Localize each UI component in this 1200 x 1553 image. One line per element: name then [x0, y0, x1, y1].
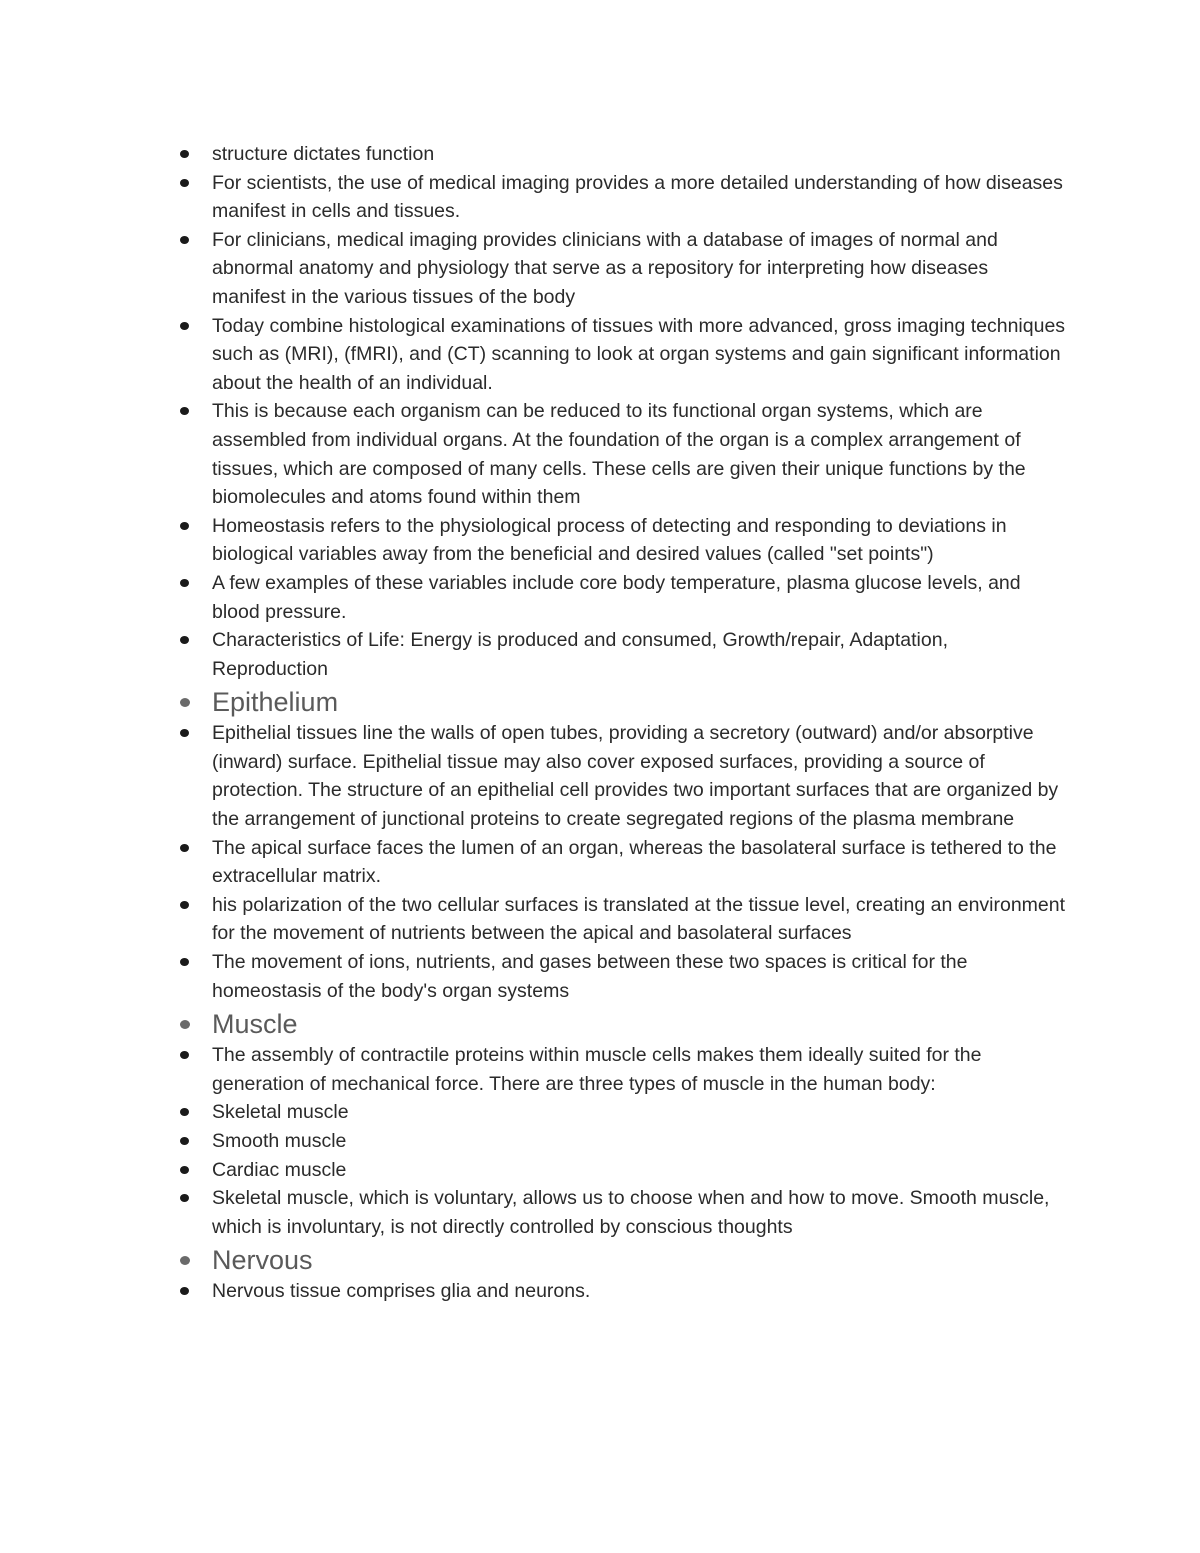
list-item-text: For clinicians, medical imaging provides clinicians with a database of images of normal and abnormal anatomy and physiology that serve as a repository for interpreting how diseases manifest in the various tissues of the body [212, 228, 998, 308]
list-item [176, 1277, 1066, 1306]
list-item [176, 834, 1066, 891]
bullet-icon [180, 579, 189, 587]
list-item-text: A few examples of these variables include core body temperature, plasma glucose levels, and blood pressure. [212, 571, 1021, 623]
section-heading-epithelium [176, 685, 1066, 719]
list-item [176, 226, 1066, 312]
list-item-text: The apical surface faces the lumen of an organ, whereas the basolateral surface is tethered to the extracellular matrix. [212, 836, 1057, 888]
bullet-icon [180, 1020, 190, 1029]
list-item [176, 626, 1066, 683]
bullet-icon [180, 1287, 189, 1295]
list-item [176, 569, 1066, 626]
section-heading-text: Nervous [212, 1245, 313, 1276]
bullet-icon [180, 179, 189, 187]
bullet-list [176, 140, 1066, 1306]
list-item [176, 1184, 1066, 1241]
list-item [176, 719, 1066, 833]
list-item-text: Cardiac muscle [212, 1158, 347, 1181]
section-heading-muscle [176, 1007, 1066, 1041]
list-item [176, 1041, 1066, 1098]
section-heading-nervous [176, 1243, 1066, 1277]
bullet-icon [180, 901, 189, 909]
list-item [176, 140, 1066, 169]
section-heading-text: Epithelium [212, 687, 339, 718]
list-item [176, 1098, 1066, 1127]
bullet-icon [180, 698, 190, 707]
list-item-text: structure dictates function [212, 143, 435, 165]
bullet-icon [180, 522, 189, 530]
bullet-icon [180, 844, 189, 852]
list-item-text: Homeostasis refers to the physiological process of detecting and responding to deviations in biological variables away from the beneficial and desired values (called "set points") [212, 514, 1007, 566]
list-item-text: Today combine histological examinations of tissues with more advanced, gross imaging techniques such as (MRI), (fMRI), and (CT) scanning to look at organ systems and gain significant information about the health of an individual. [212, 314, 1066, 394]
bullet-icon [180, 636, 189, 644]
bullet-icon [180, 1108, 189, 1116]
section-heading-text: Muscle [212, 1009, 298, 1040]
bullet-icon [180, 1194, 189, 1202]
bullet-icon [180, 1166, 189, 1174]
bullet-icon [180, 1256, 190, 1265]
list-item-text: Epithelial tissues line the walls of open tubes, providing a secretory (outward) and/or absorptive (inward) surface. Epithelial tissue may also cover exposed surfaces, providing a source of protection. The structure of an epithelial cell provides two important surfaces that are organized by the arrangement of junctional proteins to create segregated regions of the plasma membrane [212, 722, 1059, 831]
list-item [176, 397, 1066, 511]
list-item-text: The movement of ions, nutrients, and gases between these two spaces is critical for the homeostasis of the body's organ systems [212, 951, 968, 1002]
list-item-text: This is because each organism can be reduced to its functional organ systems, which are assembled from individual organs. At the foundation of the organ is a complex arrangement of tissues, which are composed of many cells. These cells are given their unique functions by the biomolecules and atoms found within them [212, 400, 1026, 509]
bullet-icon [180, 150, 189, 158]
list-item-text: The assembly of contractile proteins within muscle cells makes them ideally suited for the generation of mechanical force. There are three types of muscle in the human body: [212, 1044, 982, 1095]
bullet-icon [180, 322, 189, 330]
list-item [176, 891, 1066, 948]
list-item-text: Characteristics of Life: Energy is produced and consumed, Growth/repair, Adaptation, Reproduction [212, 629, 948, 680]
bullet-icon [180, 958, 189, 966]
list-item [176, 1127, 1066, 1156]
list-item [176, 512, 1066, 569]
bullet-icon [180, 236, 189, 244]
bullet-icon [180, 1051, 189, 1059]
list-item [176, 1156, 1066, 1185]
bullet-icon [180, 1137, 189, 1145]
list-item-text: Skeletal muscle [212, 1101, 349, 1124]
list-item-text: Skeletal muscle, which is voluntary, allows us to choose when and how to move. Smooth muscle, which is involuntary, is not directly controlled by conscious thoughts [212, 1187, 1050, 1238]
list-item [176, 312, 1066, 398]
bullet-icon [180, 407, 189, 415]
list-item-text: his polarization of the two cellular surfaces is translated at the tissue level, creating an environment for the movement of nutrients between the apical and basolateral surfaces [212, 893, 1066, 945]
list-item-text: For scientists, the use of medical imaging provides a more detailed understanding of how diseases manifest in cells and tissues. [212, 171, 1063, 223]
list-item-text: Smooth muscle [212, 1130, 347, 1152]
bullet-icon [180, 729, 189, 737]
list-item-text: Nervous tissue comprises glia and neurons. [212, 1280, 591, 1303]
list-item [176, 948, 1066, 1005]
list-item [176, 169, 1066, 226]
